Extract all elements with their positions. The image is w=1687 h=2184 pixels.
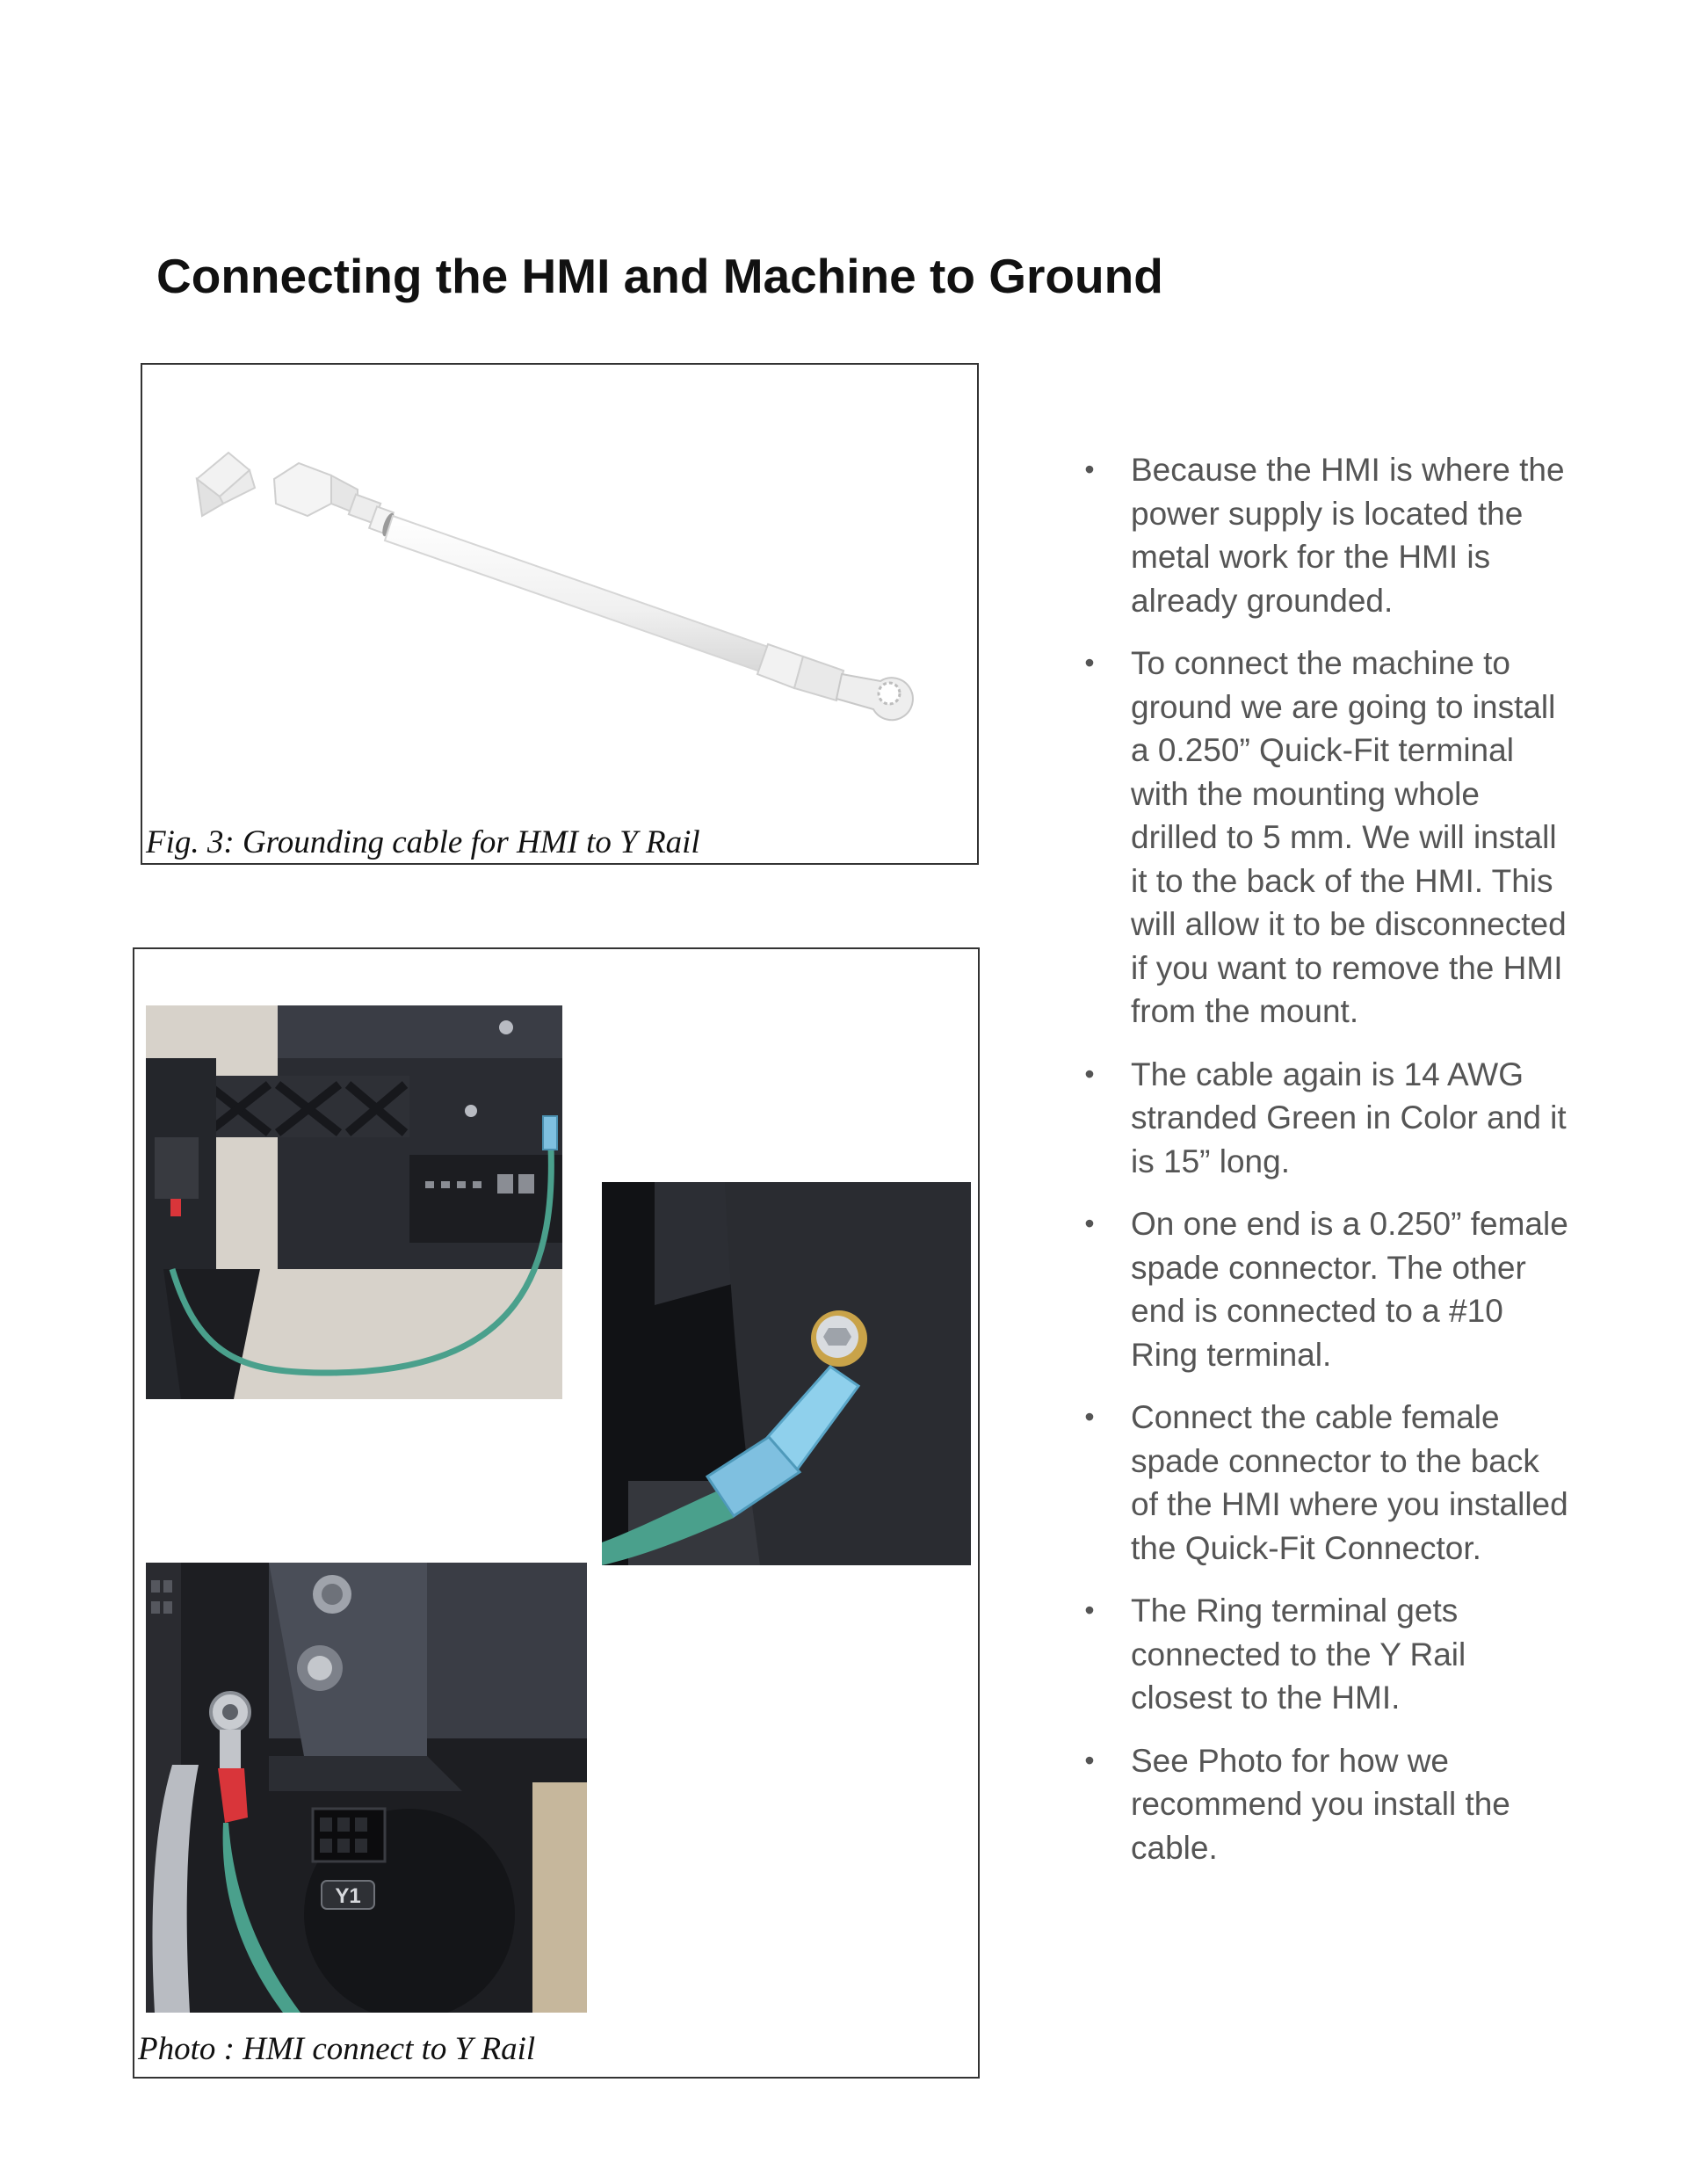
bullet-item — [1076, 448, 1568, 622]
bullet-item — [1076, 642, 1568, 1034]
photo-hmi-mount — [146, 1005, 562, 1399]
bullet-dot-icon: • — [1084, 1744, 1095, 1776]
bullet-dot-icon: • — [1084, 453, 1095, 485]
bullet-item — [1076, 1202, 1568, 1376]
photo-hmi-to-y-rail — [133, 947, 980, 2079]
grounding-cable-render — [142, 365, 977, 804]
bullet-text: The cable again is 14 AWG stranded Green in Color and it is 15” long. — [1131, 1056, 1567, 1179]
bullet-dot-icon: • — [1084, 647, 1095, 678]
photo-caption: Photo : HMI connect to Y Rail — [138, 2031, 536, 2067]
bullet-text: See Photo for how we recommend you install the cable. — [1131, 1742, 1510, 1866]
bullet-text: On one end is a 0.250” female spade connector. The other end is connected to a #10 Ring terminal. — [1131, 1206, 1568, 1373]
bullet-item — [1076, 1053, 1568, 1184]
connector-label-y1: Y1 — [335, 1884, 361, 1908]
page-title: Connecting the HMI and Machine to Ground — [156, 249, 1163, 303]
cable-body — [385, 516, 771, 672]
bullet-dot-icon: • — [1084, 1594, 1095, 1626]
bullet-dot-icon: • — [1084, 1401, 1095, 1433]
instructions-list — [1076, 448, 1568, 1889]
bullet-text: Because the HMI is where the power supply is located the metal work for the HMI is already grounded. — [1131, 452, 1565, 619]
figure-grounding-cable — [141, 363, 979, 865]
spade-connector-housing — [274, 463, 396, 538]
bullet-item — [1076, 1739, 1568, 1870]
photo-ring-terminal-y-rail — [146, 1563, 587, 2013]
figure-caption: Fig. 3: Grounding cable for HMI to Y Rail — [146, 824, 700, 860]
bullet-text: Connect the cable female spade connector to the back of the HMI where you installed the Quick-Fit Connector. — [1131, 1399, 1568, 1566]
photo-quick-fit-closeup — [602, 1182, 971, 1565]
bullet-item — [1076, 1396, 1568, 1570]
bullet-text: To connect the machine to ground we are going to install a 0.250” Quick-Fit terminal with the mounting whole drilled to 5 mm. We will install it to the back of the HMI. This will allow it to be disconnected if you want to remove the HMI from the mount. — [1131, 645, 1567, 1029]
bullet-text: The Ring terminal gets connected to the Y Rail closest to the HMI. — [1131, 1593, 1466, 1716]
ring-terminal — [757, 644, 913, 720]
bullet-item — [1076, 1589, 1568, 1720]
spade-clip-part — [197, 453, 255, 516]
bullet-dot-icon: • — [1084, 1208, 1095, 1239]
bullet-dot-icon: • — [1084, 1057, 1095, 1090]
